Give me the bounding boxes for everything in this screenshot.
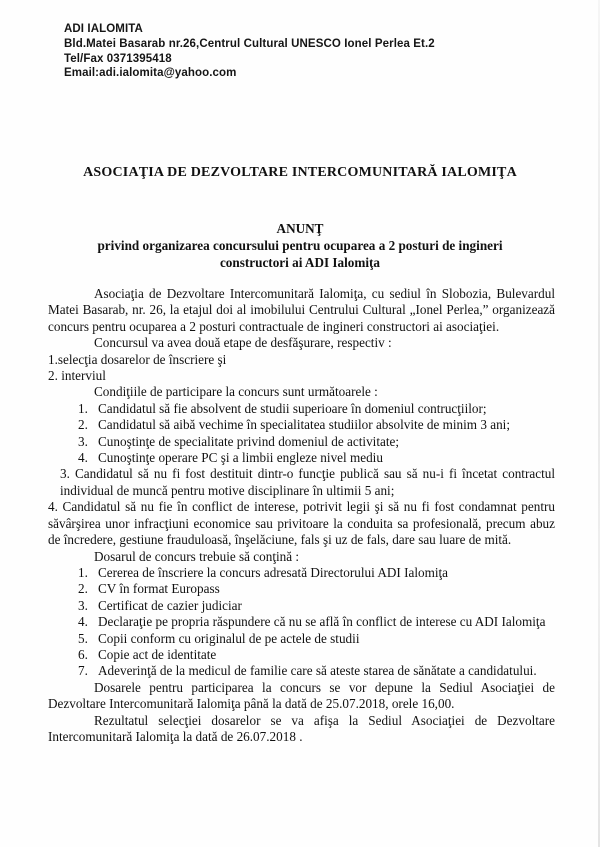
condition-item <box>78 417 555 433</box>
dossier-item <box>78 565 555 581</box>
condition-text: Candidatul să fie absolvent de studii superioare în domeniul contrucţiilor; <box>98 400 487 416</box>
condition-number: 2. <box>78 417 88 433</box>
announcement-subtitle-line2: constructori ai ADI Ialomiţa <box>219 255 381 270</box>
paragraph-intro: Asociaţia de Dezvoltare Intercomunitară Ialomiţa, cu sediul în Slobozia, Bulevardul Matei Basarab, nr. 26, la etajul doi al imobilului Centrului Cultural „Ionel Perlea,” organizează concurs pentru ocuparea a 2 posturi contractuale de ingineri constructori ai asociaţiei. <box>48 286 555 334</box>
dossier-number: 2. <box>78 581 88 597</box>
dossier-text: CV în format Europass <box>98 581 220 597</box>
condition-text: Cunoştinţe operare PC şi a limbii engleze nivel mediu <box>98 450 383 466</box>
condition-number: 4. <box>78 450 88 466</box>
org-telfax: Tel/Fax 0371395418 <box>64 52 172 65</box>
dossier-text: Declaraţie pe propria răspundere că nu se află în conflict de interese cu ADI Ialomiţa <box>98 614 546 630</box>
dossier-intro: Dosarul de concurs trebuie să conţină : <box>94 548 300 564</box>
dossier-item <box>78 663 555 679</box>
dossier-text: Copie act de identitate <box>98 646 217 662</box>
letterhead <box>64 22 435 81</box>
condition-number: 3. <box>78 433 88 449</box>
stage-item-1: 1.selecţia dosarelor de înscriere şi <box>48 351 227 367</box>
dossier-text: Cererea de înscriere la concurs adresată Directorului ADI Ialomiţa <box>98 564 449 580</box>
dossier-number: 6. <box>78 646 88 662</box>
condition-item <box>78 434 555 450</box>
paragraph-results: Rezultatul selecţiei dosarelor se va afişa la Sediul Asociaţiei de Dezvoltare Intercomunitară Ialomiţa la dată de 26.07.2018 . <box>48 712 555 744</box>
condition-text: Candidatul să aibă vechime în specialitatea studiilor absolvite de minim 3 ani; <box>98 417 510 433</box>
paragraph-submission: Dosarele pentru participarea la concurs se vor depune la Sediul Asociaţiei de Dezvoltare Intercomunitară Ialomiţa până la dată de 25.07.2018, orele 16,00. <box>48 679 555 712</box>
dossier-text: Adeverinţă de la medicul de familie care să ateste starea de sănătate a candidatului. <box>98 663 537 679</box>
document-title: ASOCIAŢIA DE DEZVOLTARE INTERCOMUNITARĂ IALOMIŢA <box>83 165 517 180</box>
dossier-number: 7. <box>78 663 88 679</box>
stage-item-2: 2. interviul <box>48 368 106 384</box>
condition-text: Cunoştinţe de specialitate privind domeniul de activitate; <box>98 433 400 449</box>
dossier-number: 3. <box>78 597 88 613</box>
paragraph-condition-3: 3. Candidatul să nu fi fost destituit dintr-o funcţie publică sau să nu-i fi încetat contractul individual de muncă pentru motive disciplinare în ultimii 5 ani; <box>60 466 555 498</box>
dossier-number: 4. <box>78 614 88 630</box>
conditions-intro: Condiţiile de participare la concurs sunt următoarele : <box>94 384 378 400</box>
dossier-text: Certificat de cazier judiciar <box>98 597 242 613</box>
dossier-number: 5. <box>78 630 88 646</box>
condition-number: 1. <box>78 400 88 416</box>
org-email: Email:adi.ialomita@yahoo.com <box>64 67 237 80</box>
document-body <box>48 286 555 745</box>
announcement-header <box>0 220 600 271</box>
dossier-item <box>78 598 555 614</box>
announcement-heading: ANUNŢ <box>276 221 324 236</box>
dossier-item <box>78 631 555 647</box>
dossier-number: 1. <box>78 564 88 580</box>
dossier-text: Copii conform cu originalul de pe actele de studii <box>98 630 360 646</box>
announcement-subtitle-line1: privind organizarea concursului pentru ocuparea a 2 posturi de ingineri <box>97 238 503 253</box>
condition-item <box>78 401 555 417</box>
dossier-item <box>78 614 555 630</box>
dossier-item <box>78 581 555 597</box>
condition-item <box>78 450 555 466</box>
dossier-item <box>78 647 555 663</box>
org-name: ADI IALOMITA <box>64 23 143 35</box>
paragraph-stages-intro: Concursul va avea două etape de desfăşurare, respectiv : <box>94 335 392 351</box>
org-address: Bld.Matei Basarab nr.26,Centrul Cultural UNESCO Ionel Perlea Et.2 <box>64 37 435 50</box>
paragraph-condition-4: 4. Candidatul să nu fie în conflict de interese, potrivit legii şi să nu fi fost condamnat pentru săvârşirea unor infracţiuni economice sau privitoare la conduita sa profesională, precum abuz de încredere, gestiune frauduloasă, înşelăciune, fals şi uz de fals, dare sau luare de mită. <box>48 499 555 548</box>
